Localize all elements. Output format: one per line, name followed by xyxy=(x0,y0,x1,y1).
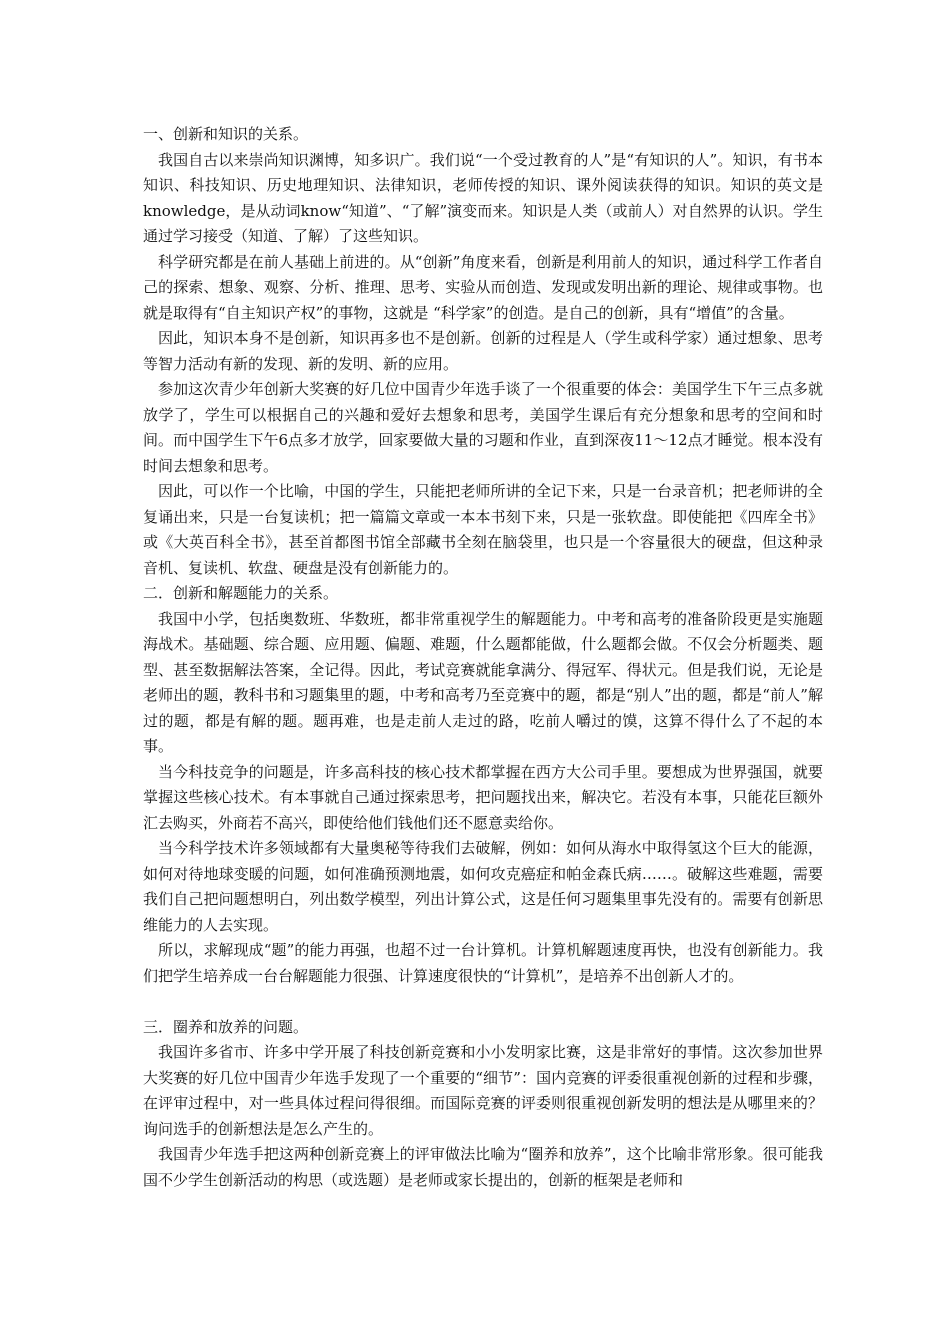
section-1-paragraph-2: 科学研究都是在前人基础上前进的。从“创新”角度来看，创新是利用前人的知识，通过科学工作者自己的探索、想象、观察、分析、推理、思考、实验从而创造、发现或发明出新的理论、规律或事物。也就是取得有“自主知识产权”的事物，这就是 “科学家”的创造。是自己的创新，具有“增值”的含量。 xyxy=(143,252,823,322)
section-2-paragraph-2: 当今科技竞争的问题是，许多高科技的核心技术都掌握在西方大公司手里。要想成为世界强国，就要掌握这些核心技术。有本事就自己通过探索思考，把问题找出来，解决它。若没有本事，只能花巨额外汇去购买，外商若不高兴，即使给他们钱他们还不愿意卖给你。 xyxy=(143,762,823,832)
section-3-heading: 三．圈养和放养的问题。 xyxy=(143,1017,309,1036)
section-1-paragraph-5: 因此，可以作一个比喻，中国的学生，只能把老师所讲的全记下来，只是一台录音机；把老师讲的全复诵出来，只是一台复读机；把一篇篇文章或一本本书刻下来，只是一张软盘。即使能把《四库全书》或《大英百科全书》，甚至首都图书馆全部藏书全刻在脑袋里，也只是一个容量很大的硬盘，但这种录音机、复读机、软盘、硬盘是没有创新能力的。 xyxy=(143,482,823,577)
section-1-heading: 一、创新和知识的关系。 xyxy=(143,125,309,143)
section-2-paragraph-3: 当今科学技术许多领域都有大量奥秘等待我们去破解，例如：如何从海水中取得氢这个巨大的能源，如何对待地球变暖的问题，如何准确预测地震，如何攻克癌症和帕金森氏病……。破解这些难题，需要我们自己把问题想明白，列出数学模型，列出计算公式，这是任何习题集里事先没有的。需要有创新思维能力的人去实现。 xyxy=(143,839,823,934)
section-3-paragraph-2: 我国青少年选手把这两种创新竞赛上的评审做法比喻为“圈养和放养”，这个比喻非常形象。很可能我国不少学生创新活动的构思（或选题）是老师或家长提出的，创新的框架是老师和 xyxy=(143,1145,823,1189)
section-2-paragraph-4: 所以，求解现成“题”的能力再强，也超不过一台计算机。计算机解题速度再快，也没有创新能力。我们把学生培养成一台台解题能力很强、计算速度很快的“计算机”，是培养不出创新人才的。 xyxy=(143,941,823,985)
document-page xyxy=(143,122,823,1193)
section-3-paragraph-1: 我国许多省市、许多中学开展了科技创新竞赛和小小发明家比赛，这是非常好的事情。这次参加世界大奖赛的好几位中国青少年选手发现了一个重要的“细节”：国内竞赛的评委很重视创新的过程和步骤，在评审过程中，对一些具体过程问得很细。而国际竞赛的评委则很重视创新发明的想法是从哪里来的？询问选手的创新想法是怎么产生的。 xyxy=(143,1043,823,1138)
section-1-paragraph-1: 我国自古以来崇尚知识渊博，知多识广。我们说“一个受过教育的人”是“有知识的人”。知识，有书本知识、科技知识、历史地理知识、法律知识，老师传授的知识、课外阅读获得的知识。知识的英文是knowledge，是从动词know“知道”、“了解”演变而来。知识是人类（或前人）对自然界的认识。学生通过学习接受（知道、了解）了这些知识。 xyxy=(143,150,823,245)
section-2-heading: 二．创新和解题能力的关系。 xyxy=(143,584,339,602)
section-2-paragraph-1: 我国中小学，包括奥数班、华数班，都非常重视学生的解题能力。中考和高考的准备阶段更是实施题海战术。基础题、综合题、应用题、偏题、难题，什么题都能做，什么题都会做。不仅会分析题类、题型、甚至数据解法答案，全记得。因此，考试竞赛就能拿满分、得冠军、得状元。但是我们说，无论是老师出的题，教科书和习题集里的题，中考和高考乃至竞赛中的题，都是“别人”出的题，都是“前人”解过的题，都是有解的题。题再难，也是走前人走过的路，吃前人嚼过的馍，这算不得什么了不起的本事。 xyxy=(143,609,823,755)
section-1-paragraph-4: 参加这次青少年创新大奖赛的好几位中国青少年选手谈了一个很重要的体会：美国学生下午三点多就放学了，学生可以根据自己的兴趣和爱好去想象和思考，美国学生课后有充分想象和思考的空间和时间。而中国学生下午6点多才放学，回家要做大量的习题和作业，直到深夜11～12点才睡觉。根本没有时间去想象和思考。 xyxy=(143,380,823,475)
section-1-paragraph-3: 因此，知识本身不是创新，知识再多也不是创新。创新的过程是人（学生或科学家）通过想象、思考等智力活动有新的发现、新的发明、新的应用。 xyxy=(143,329,823,373)
blank-line xyxy=(143,989,823,1015)
